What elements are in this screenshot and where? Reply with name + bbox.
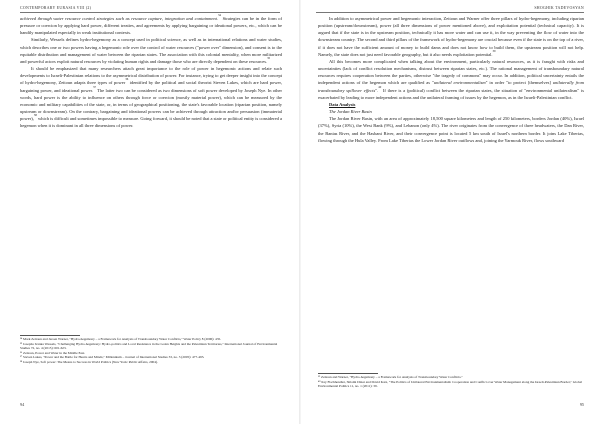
footnote: ³⁹ Zeitoun and Warner, "Hydro-hegemony – a Framework for Analysis of Transboundary Water Conflicts." xyxy=(318,375,463,379)
right-paragraph-3: The Jordan River Basin, with an area of approximately 18,500 square kilometers and length of 250 kilometers, borders Jordan (40%), Israel (37%), Syria (10%), the West Bank (9%), and Lebanon (only 4%). The river originates from the convergence of three headwaters, the Dan River, the Banias River, and the Hasbani River, and their convergence point is located 5 km south of Israel's northern border. It joins Lake Tiberias, flowing through the Hula Valley. From Lake Tiberias the Lower Jordan River outflows and, joining the Yarmouk River, flows southward xyxy=(318,116,584,143)
left-paragraph-2: Similarly, Wessels defines hydro-hegemony as a concept used in political science, as well as in international relations and water studies, which describes one or two powers having a hegemonic role over the control of water resources ("power over" dimension), and consent is to the equitable distribution and management of water between the riparian states. The association with this colonial mentality, when more militarized and powerful actors exploit natural resources by violating human rights and damage those who are directly dependent on these resources.$^{35}$ xyxy=(20,37,282,64)
footnote: ³⁴ Mark Zeitoun and Jeroen Warner, "Hydro-hegemony – a Framework for Analysis of Transboundary Water Conflicts," Water Policy 8 (2006): 435. xyxy=(20,337,222,341)
left-footnotes xyxy=(20,337,282,364)
right-footnotes xyxy=(318,375,584,389)
footnote: ⁴⁰ Itay Fischhendler, Shlomi Dinar and David Katz, "The Politics of Unilateral Environmentalism: Cooperation and Conflict over Water Management along the Israeli-Palestinian Border," Global Environmental Politics 11, no. 1 (2011): 39. xyxy=(318,379,583,389)
footnote: ³⁶ Zeitoun, Power and Water in the Middle East. xyxy=(20,350,86,355)
footnote-rule-right xyxy=(318,373,378,374)
right-body-text xyxy=(318,15,584,144)
footnote: ³⁵ Josepha Ivanka Wessels, "Challenging Hydro-hegemony: Hydro-politics and Local Resistance in the Golan Heights and the Palestinian Territories," International Journal of Environmental Studies 72, no. 4 (2015): 601-623. xyxy=(20,341,278,351)
footnote: ³⁸ Joseph Nye, Soft power: The Means to Success in World Politics (New York: Public Affairs, 2004). xyxy=(20,359,158,364)
running-head-right: SHOGHIK TADEVOSYAN xyxy=(534,6,584,10)
running-head-left: CONTEMPORARY EURASIA VIII (2) xyxy=(20,6,92,10)
right-paragraph-2: All this becomes more complicated when talking about the environment, particularly natural resources, as it is fraught with risks and uncertainties (lack of conflict resolution mechanisms, distrust between riparian states, etc.). The rational management of transboundary natural resources requires cooperation between the parties, otherwise "the tragedy of commons" may occur. In addition, political uncertainty entails the independent actions of the hegemon which are qualified as "unilateral environmentalism" in order "to protect [themselves] unilaterally from transboundary spillover effects".$^{40}$ If there is a (political) conflict between the riparian states, the situation of "environmental unilateralism" is exacerbated by leading to more independent actions and the unilateral framing of issues by the hegemon, as in the Israeli-Palestinian conflict. xyxy=(318,58,584,100)
right-paragraph-1: In addition to asymmetrical power and hegemonic interaction, Zeitoun and Warner offer three pillars of hydro-hegemony, including riparian position (upstream/downstream), power (all three dimensions of power mentioned above), and exploitation potential (technical capacity). It is argued that if the state is in the upstream position, technically it has more water and can use it, in the way preventing the flow of water into the downstream country. The second and third pillars of the framework of hydro-hegemony are crucial because even if the state is on the top of a river, if it does not have the sufficient amount of money to build dams and does not know how to build them, the upstream position will not help. Namely, the state does not just need favorable geography, but it also needs exploitation potential.$^{39}$ xyxy=(318,16,584,57)
page-number-right: 95 xyxy=(579,402,584,407)
left-paragraph-1: achieved through water resource control strategies such as resource capture, integration and containment.$^{34}$ Strategies can be in the form of pressure or coercion by applying hard power, different treaties, and agreements by applying bargaining or ideational powers, etc., which can be handily manipulated especially in weak institutional contexts. xyxy=(20,13,282,36)
left-body-text xyxy=(20,15,282,130)
page-number-left: 94 xyxy=(20,402,25,407)
footnote-rule-left xyxy=(20,335,80,336)
header-rule-left xyxy=(20,12,280,13)
header-rule-right xyxy=(316,12,584,13)
footnote: ³⁷ Steven Lukes, "Power and the Battle for Hearts and Minds," Millennium – Journal of International Studies 33, no. 3 (2005): 477-493. xyxy=(20,355,205,360)
left-paragraph-3: It should be emphasized that many researchers attach great importance to the role of power in hegemonic actions and relate such developments to Israeli-Palestinian relations to the asymmetrical distribution of power. For instance, trying to get deeper insight into the concept of hydro-hegemony, Zeitoun adapts three types of power$^{36}$ identified by the political and social theorist Steven Lukes, which are hard power, bargaining power, and ideational power.$^{37}$ The latter two can be considered as two dimensions of soft power developed by Joseph Nye. In other words, hard power is the ability to influence on others through force or coercion (mostly material power), which can be measured by the economic and military capabilities of the state, or, in terms of geographical positioning, the state's favorable location (riparian position, namely upstream or downstream). On the contrary, bargaining and ideational powers can be achieved through attraction and/or persuasion (immaterial power),$^{38}$ which is difficult and sometimes impossible to measure. Going forward, it should be noted that a state or political entity is considered a hegemon when it is dominant in all three dimensions of power. xyxy=(20,66,282,129)
section-title: Data Analysis xyxy=(329,101,356,107)
section-subtitle: The Jordan River Basin xyxy=(329,109,372,115)
right-page xyxy=(300,0,600,424)
